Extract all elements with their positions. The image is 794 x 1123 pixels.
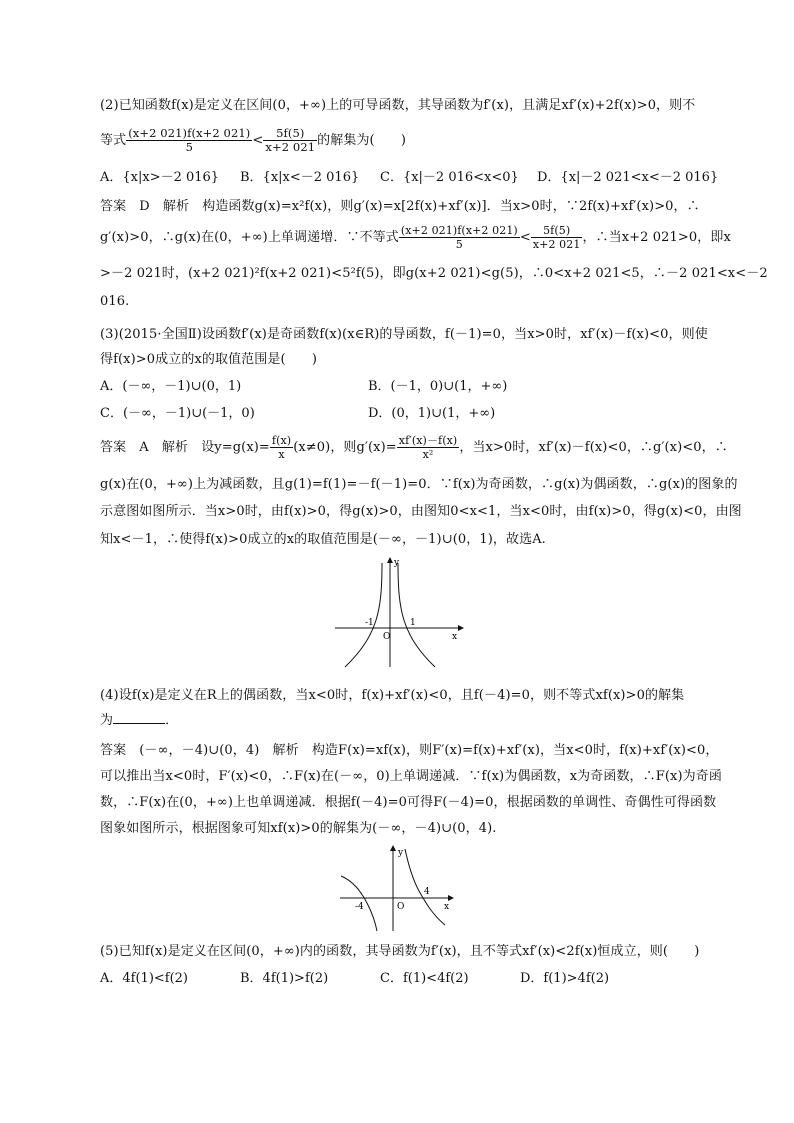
q3-answer-fraction-g-numerator: f(x) [271, 434, 292, 447]
q2-stem-suffix: 的解集为( ) [317, 133, 407, 148]
q2-option-b: B．{x|x<－2 016} [240, 170, 360, 185]
q4-graph-pos-label: 4 [424, 887, 430, 897]
q2-fraction-left-denominator: 5 [185, 140, 194, 154]
q2-less-than: < [252, 133, 264, 148]
q2-answer-line1: 答案 D 解析 构造函数g(x)=x²f(x)，则g′(x)=x[2f(x)+xf′(x)]．当x>0时，∵2f(x)+xf′(x)>0，∴ [100, 199, 700, 214]
q3-answer-fraction-g [270, 434, 293, 461]
q3-option-d: D．(0，1)∪(1，+∞) [368, 406, 496, 421]
q4-stem-suffix: ． [165, 713, 179, 728]
q3-stem-line2: 得f(x)>0成立的x的取值范围是( ) [100, 352, 318, 367]
q2-answer-line2-prefix: g′(x)>0，∴g(x)在(0，+∞)上单调递增．∵不等式 [100, 230, 399, 245]
q3-answer-line4: 知x<－1，∴使得f(x)>0成立的x的取值范围是(－∞，－1)∪(0，1)，故选A. [100, 532, 546, 547]
q3-option-c: C．(－∞，－1)∪(－1，0) [100, 406, 255, 421]
q4-graph-y-label: y [398, 848, 404, 858]
q4-answer-line2: 可以推出当x<0时，F′(x)<0，∴F(x)在(－∞，0)上单调递减．∵f(x)为偶函数，x为奇函数，∴F(x)为奇函 [100, 769, 722, 784]
q2-fraction-left [126, 127, 252, 154]
q3-graph-neg-label: -1 [365, 618, 374, 628]
q3-answer-line3: 示意图如图所示．当x>0时，由f(x)>0，得g(x)>0，由图知0<x<1，当x<0时，由f(x)>0，得g(x)<0，由图 [100, 504, 742, 519]
q3-stem-line1: (3)(2015·全国Ⅱ)设函数f′(x)是奇函数f(x)(x∈R)的导函数，f(－1)=0，当x>0时，xf′(x)－f(x)<0，则使 [100, 327, 708, 342]
q2-answer-line3: >－2 021时，(x+2 021)²f(x+2 021)<5²f(5)，即g(x+2 021)<g(5)，∴0<x+2 021<5，∴－2 021<x<－2 [100, 266, 768, 281]
q3-graph-x-arrow-icon [458, 625, 464, 631]
q3-answer-fraction-g-denominator: x [278, 448, 285, 461]
q4-stem-line1: (4)设f(x)是定义在R上的偶函数，当x<0时，f(x)+xf′(x)<0，且f(－4)=0，则不等式xf(x)>0的解集 [100, 688, 685, 703]
q4-answer-line4: 图象如图所示，根据图象可知xf(x)>0的解集为(－∞，－4)∪(0，4). [100, 821, 497, 836]
q3-graph-origin-label: O [383, 632, 391, 642]
q3-answer-line2: g(x)在(0，+∞)上为减函数，且g(1)=f(1)=－f(－1)=0．∵f(x)为奇函数，∴g(x)为偶函数，∴g(x)的图象的 [100, 477, 738, 492]
q3-option-a: A．(－∞，－1)∪(0，1) [100, 379, 242, 394]
q4-stem-prefix: 为 [100, 713, 114, 728]
q5-option-d: D．f(1)>4f(2) [520, 971, 610, 986]
q4-stem-line2 [100, 709, 730, 733]
q2-fraction-right-denominator: x+2 021 [265, 140, 316, 154]
q5-option-b: B．4f(1)>f(2) [240, 971, 329, 986]
q2-answer-fraction-right-denominator: x+2 021 [532, 238, 581, 251]
q2-option-a: A．{x|x>－2 016} [100, 170, 220, 185]
q2-fraction-left-numerator: (x+2 021)f(x+2 021) [128, 126, 251, 140]
q3-graph-curve-right [398, 563, 435, 667]
q5-option-c: C．f(1)<4f(2) [380, 971, 469, 986]
q4-graph-origin-label: O [397, 902, 405, 912]
q2-fraction-right [263, 127, 317, 154]
q2-answer-fraction-right [531, 224, 583, 251]
q2-answer-line2-suffix: ，∴当x+2 021>0，即x [582, 230, 731, 245]
q3-answer-line1-suffix: ，当x>0时，xf′(x)－f(x)<0，∴g′(x)<0，∴ [459, 440, 728, 455]
q3-answer-line1-mid: (x≠0)，则g′(x)= [293, 440, 397, 455]
q2-answer-fraction-left-numerator: (x+2 021)f(x+2 021) [400, 224, 518, 237]
q2-answer-fraction-left [399, 224, 520, 251]
q2-answer-less-than: < [519, 230, 531, 245]
q3-graph-curve-left [345, 563, 382, 667]
q3-answer-line1 [100, 432, 730, 464]
q4-graph-x-label: x [444, 902, 450, 912]
q2-answer-fraction-left-denominator: 5 [455, 238, 463, 251]
q5-option-a: A．4f(1)<f(2) [100, 971, 189, 986]
q3-answer-fraction-derivative-denominator: x² [422, 448, 434, 461]
q3-answer-fraction-derivative-numerator: xf′(x)－f(x) [398, 434, 458, 447]
q4-graph-neg-label: -4 [355, 902, 364, 912]
q3-answer-fraction-derivative [397, 434, 460, 461]
q3-graph-y-arrow-icon [387, 557, 393, 563]
q3-graph [330, 555, 465, 670]
q2-option-c: C．{x|－2 016<x<0} [380, 170, 519, 185]
q4-graph [335, 843, 460, 933]
q3-graph-x-label: x [452, 632, 458, 642]
q3-option-b: B．(－1，0)∪(1，+∞) [368, 379, 508, 394]
q4-graph-x-arrow-icon [448, 895, 454, 901]
q2-stem-prefix: 等式 [100, 133, 127, 148]
q2-stem-line1: (2)已知函数f(x)是定义在区间(0，+∞)上的可导函数，其导函数为f′(x)，且满足xf′(x)+2f(x)>0，则不 [100, 98, 696, 113]
q4-answer-blank [113, 709, 165, 724]
q2-answer-fraction-right-numerator: 5f(5) [531, 224, 583, 238]
q2-option-d: D．{x|－2 021<x<－2 016} [537, 170, 719, 185]
q4-answer-line3: 数，∴F(x)在(0，+∞)上也单调递减．根据f(－4)=0可得F(－4)=0，根据函数的单调性、奇偶性可得函数 [100, 795, 717, 810]
q5-stem-line1: (5)已知f(x)是定义在区间(0，+∞)内的函数，其导函数为f′(x)，且不等式xf′(x)<2f(x)恒成立，则( ) [100, 944, 700, 959]
q4-graph-y-arrow-icon [390, 845, 396, 851]
q2-fraction-right-numerator: 5f(5) [263, 127, 317, 141]
q2-stem-line2 [100, 126, 730, 156]
q3-answer-line1-prefix: 答案 A 解析 设y=g(x)= [100, 440, 270, 455]
q4-answer-line1: 答案 (－∞，－4)∪(0，4) 解析 构造F(x)=xf(x)，则F′(x)=f(x)+xf′(x)，当x<0时，f(x)+xf′(x)<0， [100, 743, 719, 758]
q2-answer-line2 [100, 223, 730, 253]
q2-answer-line4: 016. [100, 294, 130, 309]
q3-graph-pos-label: 1 [410, 618, 416, 628]
q3-graph-y-label: y [394, 558, 400, 568]
